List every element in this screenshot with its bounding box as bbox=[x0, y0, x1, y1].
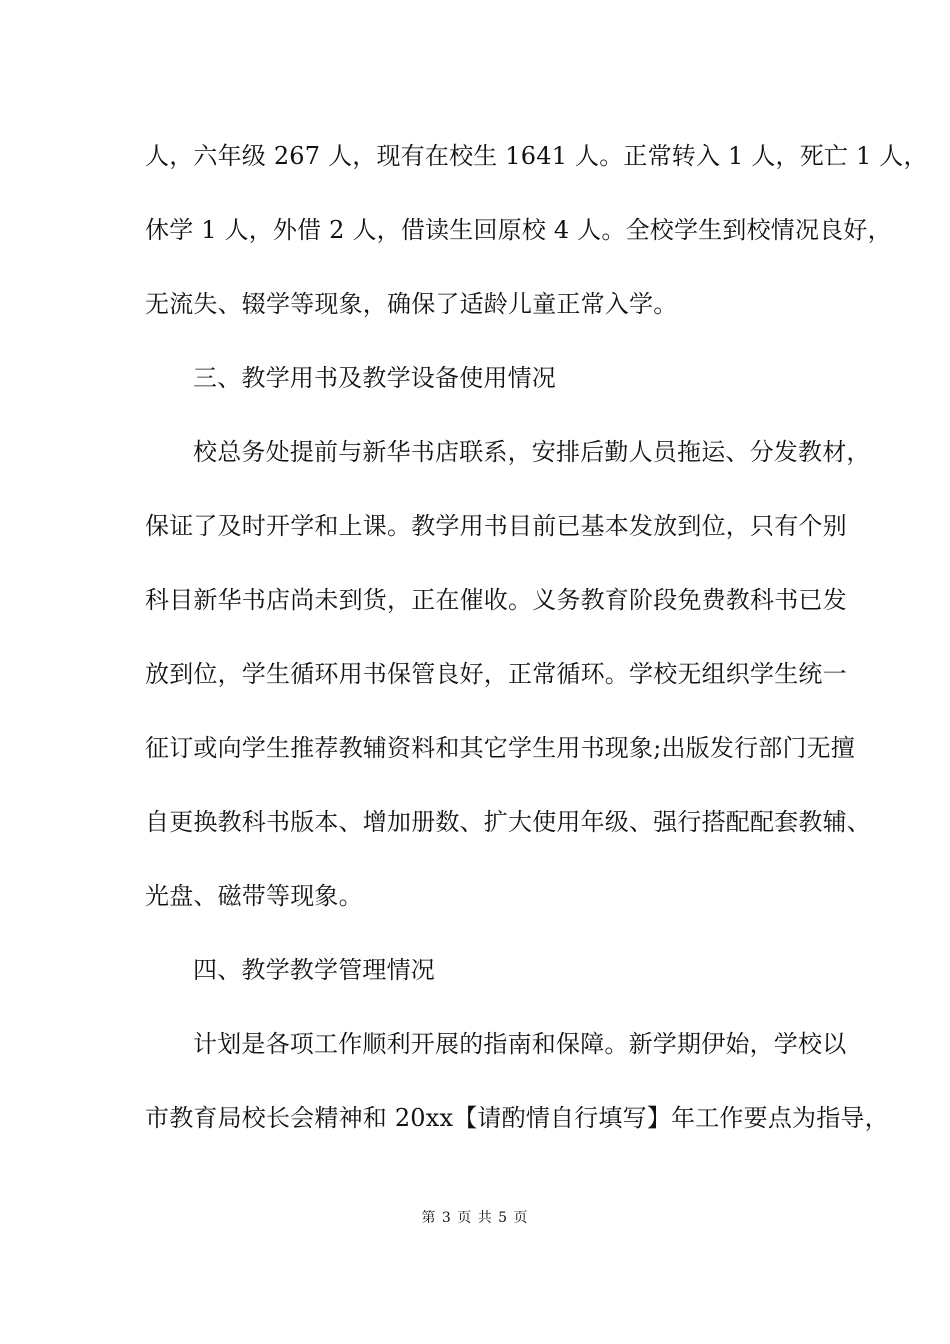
body-line-9: 征订或向学生推荐教辅资料和其它学生用书现象;出版发行部门无擅 bbox=[145, 734, 856, 762]
body-line-7: 科目新华书店尚未到货，正在催收。义务教育阶段免费教科书已发 bbox=[145, 586, 847, 614]
page-number-footer: 第 3 页 共 5 页 bbox=[421, 1210, 529, 1226]
body-line-11: 光盘、磁带等现象。 bbox=[145, 882, 363, 910]
body-line-8: 放到位，学生循环用书保管良好，正常循环。学校无组织学生统一 bbox=[145, 660, 847, 688]
body-line-2: 休学 1 人，外借 2 人，借读生回原校 4 人。全校学生到校情况良好， bbox=[145, 216, 892, 244]
body-line-1: 人，六年级 267 人，现有在校生 1641 人。正常转入 1 人，死亡 1 人， bbox=[145, 142, 928, 170]
body-line-5: 校总务处提前与新华书店联系，安排后勤人员拖运、分发教材， bbox=[193, 438, 871, 466]
body-line-10: 自更换教科书版本、增加册数、扩大使用年级、强行搭配配套教辅、 bbox=[145, 808, 871, 836]
section-heading-4: 四、教学教学管理情况 bbox=[193, 956, 435, 984]
body-line-14: 市教育局校长会精神和 20xx【请酌情自行填写】年工作要点为指导， bbox=[145, 1104, 889, 1132]
body-line-6: 保证了及时开学和上课。教学用书目前已基本发放到位，只有个别 bbox=[145, 512, 847, 540]
body-line-13: 计划是各项工作顺利开展的指南和保障。新学期伊始，学校以 bbox=[193, 1030, 847, 1058]
section-heading-3: 三、教学用书及教学设备使用情况 bbox=[193, 364, 556, 392]
body-line-3: 无流失、辍学等现象，确保了适龄儿童正常入学。 bbox=[145, 290, 678, 318]
